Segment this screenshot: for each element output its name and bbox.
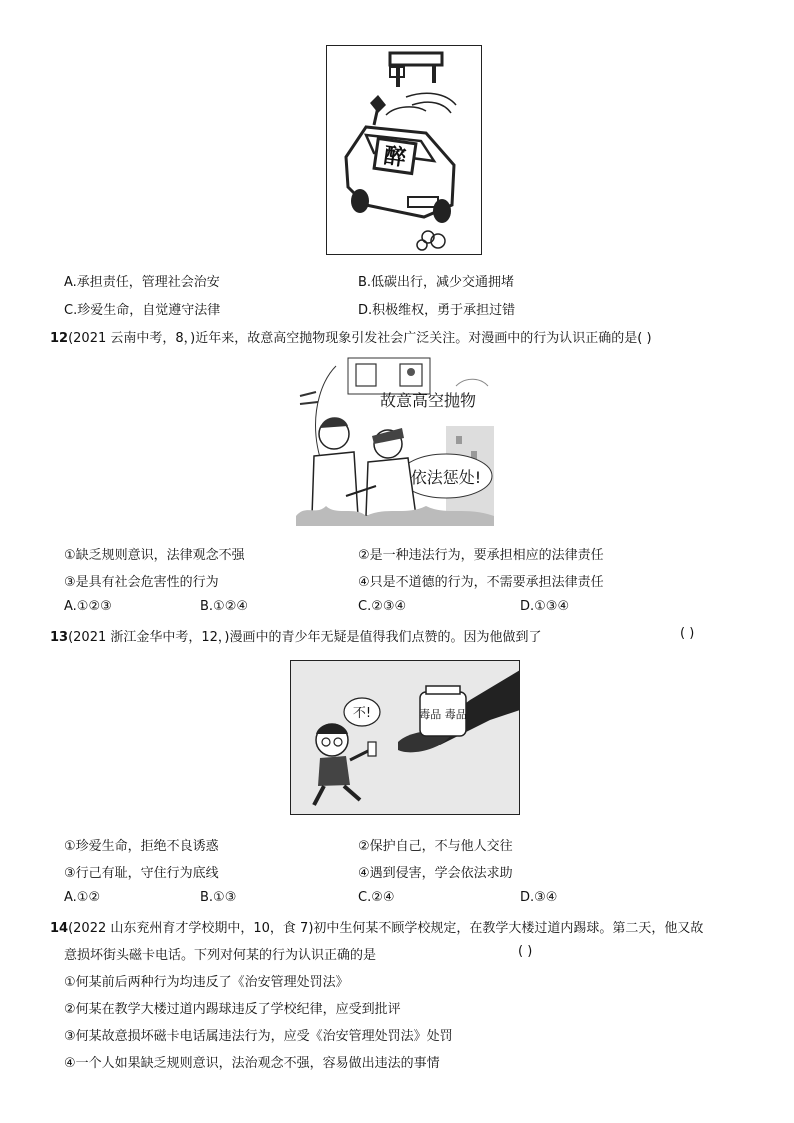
q13-stem bbox=[50, 626, 542, 645]
q12-statement-1: ①缺乏规则意识，法律观念不强 bbox=[64, 548, 245, 563]
high-altitude-throwing-cartoon bbox=[296, 356, 494, 526]
q13-option-d: D.③④ bbox=[520, 890, 558, 905]
q14-stem-line2: 意损坏街头磁卡电话。下列对何某的行为认识正确的是 bbox=[64, 948, 377, 963]
q14-stem-text-1: (2022 山东兖州育才学校期中，10，食 7)初中生何某不顾学校规定，在教学大楼过道内踢球。第二天，他又故 bbox=[68, 921, 704, 936]
q12-statement-3: ③是具有社会危害性的行为 bbox=[64, 575, 219, 590]
drunk-driving-cartoon bbox=[326, 45, 482, 255]
speech-no: 不! bbox=[352, 706, 372, 721]
q12-stem-text: (2021 云南中考，8，)近年来，故意高空抛物现象引发社会广泛关注。对漫画中的行为认识正确的是 bbox=[68, 331, 638, 346]
car-label-text: 醉 bbox=[382, 143, 408, 172]
q13-option-b: B.①③ bbox=[200, 890, 237, 905]
q12-option-a: A.①②③ bbox=[64, 599, 112, 614]
q14-statement-4: ④一个人如果缺乏规则意识，法治观念不强，容易做出违法的事情 bbox=[64, 1056, 440, 1071]
q14-statement-1: ①何某前后两种行为均违反了《治安管理处罚法》 bbox=[64, 975, 349, 990]
q12-option-d: D.①③④ bbox=[520, 599, 570, 614]
q13-answer-paren: ( ) bbox=[680, 626, 695, 641]
q11-option-b: B.低碳出行，减少交通拥堵 bbox=[358, 275, 515, 290]
q13-number: 13 bbox=[50, 630, 69, 645]
q12-answer-paren: ( ) bbox=[637, 331, 652, 346]
q12-option-c: C.②③④ bbox=[358, 599, 407, 614]
q11-option-a: A.承担责任，管理社会治安 bbox=[64, 275, 220, 290]
drug-jar-label: 毒品 毒品 bbox=[419, 708, 467, 721]
q13-statement-3: ③行己有耻，守住行为底线 bbox=[64, 866, 219, 881]
refuse-drugs-cartoon bbox=[290, 660, 520, 815]
q13-statement-2: ②保护自己，不与他人交往 bbox=[358, 839, 513, 854]
cartoon-text-throwing: 故意高空抛物 bbox=[379, 391, 477, 410]
q13-stem-text: (2021 浙江金华中考，12，)漫画中的青少年无疑是值得我们点赞的。因为他做到了 bbox=[68, 630, 542, 645]
q12-statement-2: ②是一种违法行为，要承担相应的法律责任 bbox=[358, 548, 604, 563]
q12-statement-4: ④只是不道德的行为，不需要承担法律责任 bbox=[358, 575, 604, 590]
cartoon-text-punish: 依法惩处! bbox=[410, 468, 482, 487]
q14-statement-3: ③何某故意损坏磁卡电话属违法行为，应受《治安管理处罚法》处罚 bbox=[64, 1029, 453, 1044]
q13-option-a: A.①② bbox=[64, 890, 101, 905]
q14-stem-line1 bbox=[50, 917, 703, 936]
q14-answer-paren: ( ) bbox=[518, 944, 533, 959]
q13-statement-4: ④遇到侵害，学会依法求助 bbox=[358, 866, 513, 881]
q11-option-d: D.积极维权，勇于承担过错 bbox=[358, 303, 516, 318]
q12-stem bbox=[50, 327, 652, 346]
q11-option-c: C.珍爱生命，自觉遵守法律 bbox=[64, 303, 221, 318]
q12-option-b: B.①②④ bbox=[200, 599, 249, 614]
q13-option-c: C.②④ bbox=[358, 890, 395, 905]
q13-statement-1: ①珍爱生命，拒绝不良诱惑 bbox=[64, 839, 219, 854]
q12-number: 12 bbox=[50, 331, 69, 346]
q14-number: 14 bbox=[50, 921, 69, 936]
q14-statement-2: ②何某在教学大楼过道内踢球违反了学校纪律，应受到批评 bbox=[64, 1002, 401, 1017]
